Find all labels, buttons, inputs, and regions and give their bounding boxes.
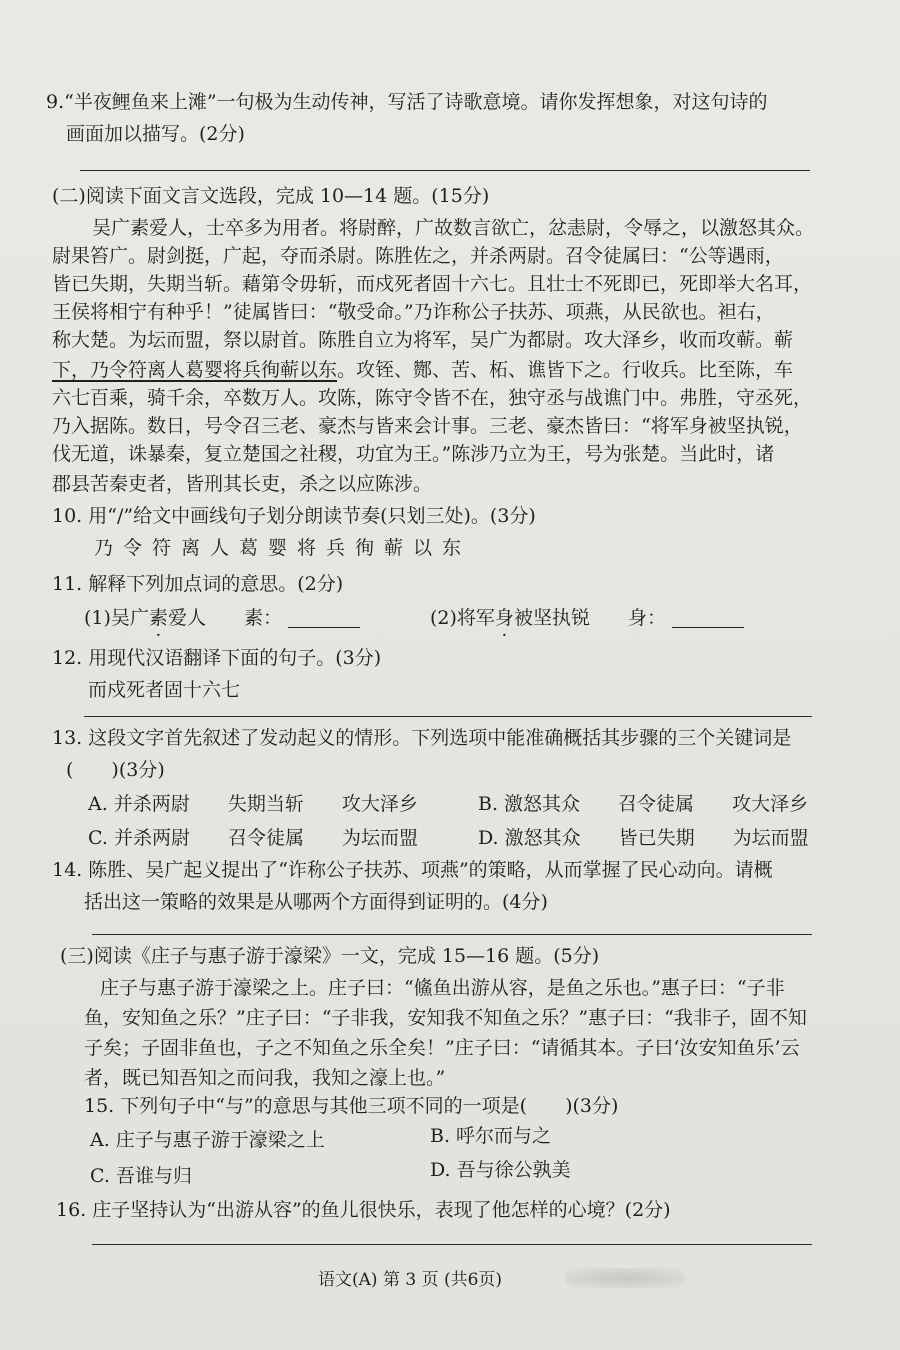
section2-passage-line: 称大楚。为坛而盟，祭以尉首。陈胜自立为将军，吴广为都尉。攻大泽乡，收而攻蕲。蕲 — [52, 329, 794, 351]
q11-prompt: 11. 解释下列加点词的意思。(2分) — [52, 573, 344, 595]
section2-passage-line: 六七百乘，骑千余，卒数万人。攻陈，陈守令皆不在，独守丞与战谯门中。弗胜，守丞死， — [52, 387, 813, 409]
page-footer: 语文(A) 第 3 页 (共6页) — [318, 1270, 503, 1290]
q11-item1-post: 爱人 — [167, 607, 206, 629]
q13-option-d[interactable] — [478, 824, 900, 852]
q14-line1: 14. 陈胜、吴广起义提出了“诈称公子扶苏、项燕”的策略，从而掌握了民心动向。请概 — [52, 859, 773, 881]
q14-line2: 括出这一策略的效果是从哪两个方面得到证明的。(4分) — [84, 891, 548, 913]
q13-a-word2: 失期当斩 — [227, 793, 304, 815]
section3-passage-line: 鱼，安知鱼之乐？”庄子曰：“子非我，安知我不知鱼之乐？”惠子曰：“我非子，固不知 — [84, 1007, 807, 1029]
q12-answer-line — [84, 716, 812, 717]
q15-option-c[interactable]: C. 吾谁与归 — [90, 1165, 192, 1187]
q12-prompt: 12. 用现代汉语翻译下面的句子。(3分) — [52, 647, 382, 669]
q15-option-d[interactable]: D. 吾与徐公孰美 — [430, 1159, 571, 1181]
q13-d-word2: 皆已失期 — [618, 827, 695, 849]
q13-b-word1: B. 激怒其众 — [478, 793, 581, 815]
section2-passage-line: 尉果笞广。尉剑挺，广起，夺而杀尉。陈胜佐之，并杀两尉。召令徒属曰：“公等遇雨， — [52, 245, 784, 267]
q11-item2-answer-blank[interactable] — [672, 607, 744, 628]
q11-item1-dotted-word: 素 — [148, 607, 168, 629]
section3-passage-line: 者，既已知吾知之而问我，我知之濠上也。” — [84, 1067, 446, 1089]
q13-prompt-line2: ( )(3分) — [66, 759, 165, 781]
section2-passage-line: 皆已失期，失期当斩。藉第令毋斩，而戍死者固十六七。且壮士不死即已，死即举大名耳， — [52, 273, 813, 295]
section2-passage-line-underlined — [52, 356, 900, 384]
section3-passage-line: 庄子与惠子游于濠梁之上。庄子曰：“鯈鱼出游从容，是鱼之乐也。”惠子曰：“子非 — [100, 977, 785, 999]
q11-item2-label: 身： — [628, 607, 667, 629]
q13-c-word3: 为坛而盟 — [341, 827, 418, 849]
section2-passage-line: 郡县苦秦吏者，皆刑其长吏，杀之以应陈涉。 — [52, 473, 433, 495]
q15-option-a[interactable]: A. 庄子与惠子游于濠梁之上 — [90, 1129, 325, 1151]
q13-b-word3: 攻大泽乡 — [732, 793, 809, 815]
q13-b-word2: 召令徒属 — [618, 793, 695, 815]
q9-line2: 画面加以描写。(2分) — [66, 123, 245, 145]
section2-passage-line: 吴广素爱人，士卒多为用者。将尉醉，广故数言欲亡，忿恚尉，令辱之，以激怒其众。 — [92, 217, 815, 239]
q13-a-word1: A. 并杀两尉 — [88, 793, 190, 815]
q15-option-b[interactable]: B. 呼尔而与之 — [430, 1125, 552, 1147]
q14-answer-line — [92, 934, 812, 935]
underlined-sentence: 下，乃令符离人葛婴将兵徇蕲以东 — [52, 359, 338, 381]
q9-answer-line — [80, 170, 810, 171]
section3-header: (三)阅读《庄子与惠子游于濠梁》一文，完成 15—16 题。(5分) — [60, 945, 600, 967]
q11-item1-pre: (1)吴广 — [84, 607, 149, 629]
section2-passage-line: 乃入据陈。数日，号令召三老、豪杰与皆来会计事。三老、豪杰皆曰：“将军身被坚执锐， — [52, 415, 803, 437]
q13-option-b[interactable] — [478, 790, 900, 818]
q10-prompt: 10. 用“/”给文中画线句子划分朗读节奏(只划三处)。(3分) — [52, 505, 536, 527]
q15-prompt: 15. 下列句子中“与”的意思与其他三项不同的一项是( )(3分) — [84, 1095, 619, 1117]
q11-item2 — [430, 604, 900, 632]
q11-item1-label: 素： — [244, 607, 283, 629]
q11-item2-pre: (2)将军 — [430, 607, 495, 629]
q16-answer-line — [92, 1244, 812, 1245]
q9-line1: 9.“半夜鲤鱼来上滩”一句极为生动传神，写活了诗歌意境。请你发挥想象，对这句诗的 — [46, 91, 768, 113]
section2-passage-line: 王侯将相宁有种乎！”徒属皆曰：“敬受命。”乃诈称公子扶苏、项燕，从民欲也。袒右， — [52, 301, 775, 323]
q11-item2-dotted-word: 身 — [494, 607, 514, 629]
q16-prompt: 16. 庄子坚持认为“出游从容”的鱼儿很快乐，表现了他怎样的心境？(2分) — [56, 1199, 671, 1221]
q13-a-word3: 攻大泽乡 — [341, 793, 418, 815]
passage-text: 。攻铚、酂、苦、柘、谯皆下之。行收兵。比至陈，车 — [337, 359, 794, 381]
section3-passage-line: 子矣；子固非鱼也，子之不知鱼之乐全矣！”庄子曰：“请循其本。子曰‘汝安知鱼乐’云 — [84, 1037, 800, 1059]
q11-item2-post: 被坚执锐 — [513, 607, 590, 629]
q12-sentence: 而戍死者固十六七 — [88, 679, 241, 701]
section2-header: (二)阅读下面文言文选段，完成 10—14 题。(15分) — [52, 185, 490, 207]
q11-item1-answer-blank[interactable] — [288, 607, 360, 628]
blurred-region — [565, 1268, 685, 1288]
q13-d-word1: D. 激怒其众 — [478, 827, 581, 849]
q13-d-word3: 为坛而盟 — [732, 827, 809, 849]
q13-c-word1: C. 并杀两尉 — [88, 827, 190, 849]
q10-sentence: 乃令符离人葛婴将兵徇蕲以东 — [94, 537, 472, 559]
q13-c-word2: 召令徒属 — [227, 827, 304, 849]
q13-prompt-line1: 13. 这段文字首先叙述了发动起义的情形。下列选项中能准确概括其步骤的三个关键词是 — [52, 727, 792, 749]
section2-passage-line: 伐无道，诛暴秦，复立楚国之社稷，功宜为王。”陈涉乃立为王，号为张楚。当此时，诸 — [52, 443, 775, 465]
